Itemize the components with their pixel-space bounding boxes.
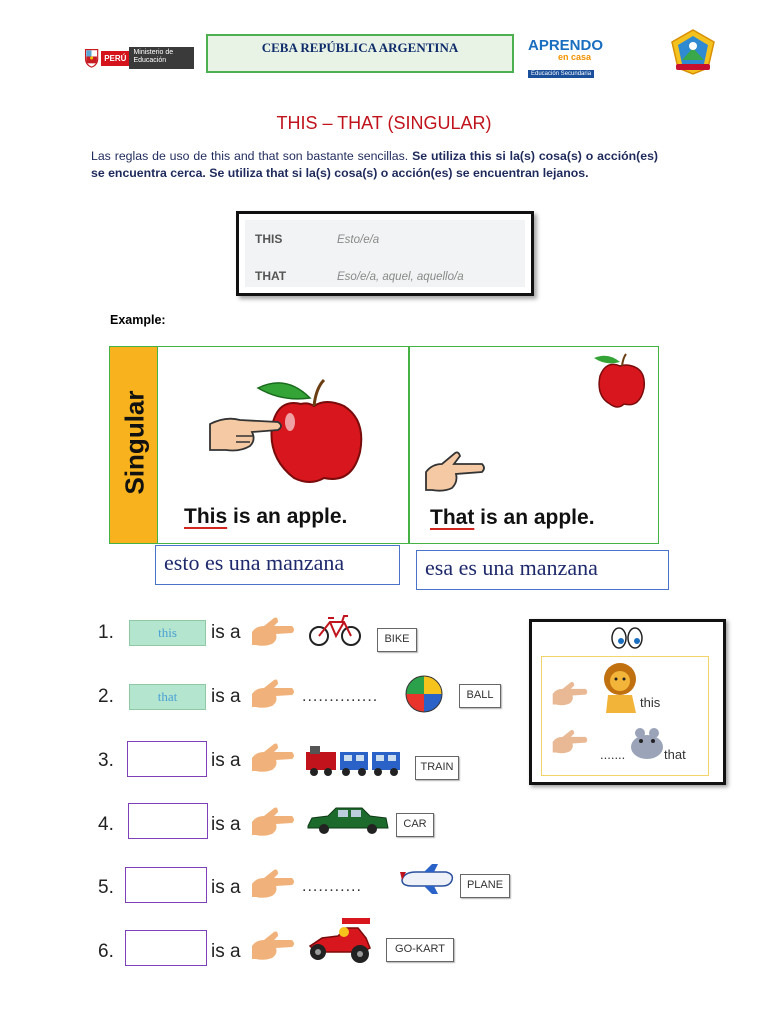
side-this-word: this: [640, 695, 661, 710]
pointing-hand-icon: [548, 727, 592, 755]
plane-icon: [398, 862, 456, 896]
label-go-kart: GO-KART: [386, 938, 454, 962]
answer-field[interactable]: [125, 867, 207, 903]
exercise-number: 4.: [98, 814, 114, 835]
is-a-text: is a: [211, 686, 241, 707]
rules-paragraph: [91, 148, 658, 182]
answer-field[interactable]: [127, 741, 207, 777]
label-car: CAR: [396, 813, 434, 837]
ministry-label: Ministerio de Educación: [129, 47, 194, 69]
exercise-number: 5.: [98, 877, 114, 898]
pointing-hand-icon: [250, 740, 296, 774]
vocab-table-body: [245, 220, 525, 287]
rules-bold: Se utiliza this si la(s) cosa(s) o acción(es) se encuentra cerca. Se utiliza that si la(s) cosa(s) o acción(es) se encuentran lejanos.: [91, 149, 659, 180]
vocab-row: [255, 232, 379, 246]
is-a-text: is a: [211, 941, 241, 962]
pointing-hand-icon: [424, 446, 486, 494]
pointing-hand-icon: [250, 804, 296, 838]
answer-field[interactable]: [129, 684, 206, 710]
exercise-number: 3.: [98, 750, 114, 771]
singular-label: Singular: [119, 390, 150, 495]
train-icon: [304, 742, 404, 778]
side-dots: .......: [600, 747, 626, 762]
vocab-table: [236, 211, 534, 296]
pointing-hand-icon: [250, 928, 296, 962]
secondary-label: Educación Secundaria: [528, 70, 594, 78]
school-name-banner: CEBA REPÚBLICA ARGENTINA: [206, 34, 514, 73]
label-train: TRAIN: [415, 756, 459, 780]
vocab-meaning: Esto/e/a: [337, 234, 380, 246]
vocab-word: THIS: [255, 232, 283, 246]
reference-card-inner: [541, 656, 709, 776]
side-that-word: that: [664, 747, 686, 762]
that-word: That: [430, 506, 475, 529]
this-sentence-rest: is an apple.: [227, 505, 348, 528]
example-this-sentence: [184, 505, 347, 529]
aprendo-en-casa-logo: [528, 37, 608, 77]
far-apple-icon: [592, 352, 648, 410]
car-icon: [306, 806, 390, 836]
pointing-hand-icon: [548, 679, 592, 707]
peru-ministry-logo: [84, 44, 194, 72]
singular-band: [109, 346, 158, 544]
hand-touching-apple-icon: [206, 376, 366, 486]
en-casa-label: en casa: [558, 52, 592, 62]
peru-shield-icon: [84, 45, 99, 71]
vocab-row: [255, 269, 464, 283]
answer-text: that: [157, 689, 178, 704]
pointing-hand-icon: [250, 614, 296, 648]
pointing-hand-icon: [250, 676, 296, 710]
aprendo-label: APRENDO: [528, 37, 604, 54]
is-a-text: is a: [211, 750, 241, 771]
label-plane: PLANE: [460, 874, 510, 898]
vocab-meaning: Eso/e/a, aquel, aquello/a: [337, 271, 464, 283]
school-crest-icon: [668, 28, 718, 76]
translation-that-box: esa es una manzana: [416, 550, 669, 590]
label-ball: BALL: [459, 684, 501, 708]
eyes-icon: [610, 626, 644, 650]
rules-intro: Las reglas de uso de this and that son bastante sencillas.: [91, 149, 413, 163]
label-bike: BIKE: [377, 628, 417, 652]
this-word: This: [184, 505, 228, 528]
go-kart-icon: [302, 916, 374, 964]
is-a-text: is a: [211, 814, 241, 835]
answer-field[interactable]: [128, 803, 208, 839]
page-title: THIS – THAT (SINGULAR): [276, 113, 492, 133]
bike-icon: [308, 612, 362, 648]
exercise-number: 1.: [98, 622, 114, 643]
example-that-sentence: [430, 506, 595, 530]
exercise-number: 6.: [98, 941, 114, 962]
vocab-word: THAT: [255, 269, 287, 283]
dots-blank: ...........: [302, 878, 362, 895]
this-that-reference-card: [529, 619, 726, 785]
lion-icon: [598, 661, 644, 715]
example-label: Example:: [110, 313, 166, 327]
pointing-hand-icon: [250, 866, 296, 900]
exercise-number: 2.: [98, 686, 114, 707]
is-a-text: is a: [211, 622, 241, 643]
answer-field[interactable]: [125, 930, 207, 966]
example-divider: [408, 346, 410, 544]
that-sentence-rest: is an apple.: [474, 506, 595, 529]
answer-field[interactable]: [129, 620, 206, 646]
is-a-text: is a: [211, 877, 241, 898]
ball-icon: [404, 674, 444, 714]
peru-label: PERÚ: [101, 51, 129, 66]
translation-this-box: esto es una manzana: [155, 545, 400, 585]
dots-blank: ..............: [302, 688, 379, 705]
hippo-icon: [628, 723, 666, 761]
answer-text: this: [158, 625, 177, 640]
